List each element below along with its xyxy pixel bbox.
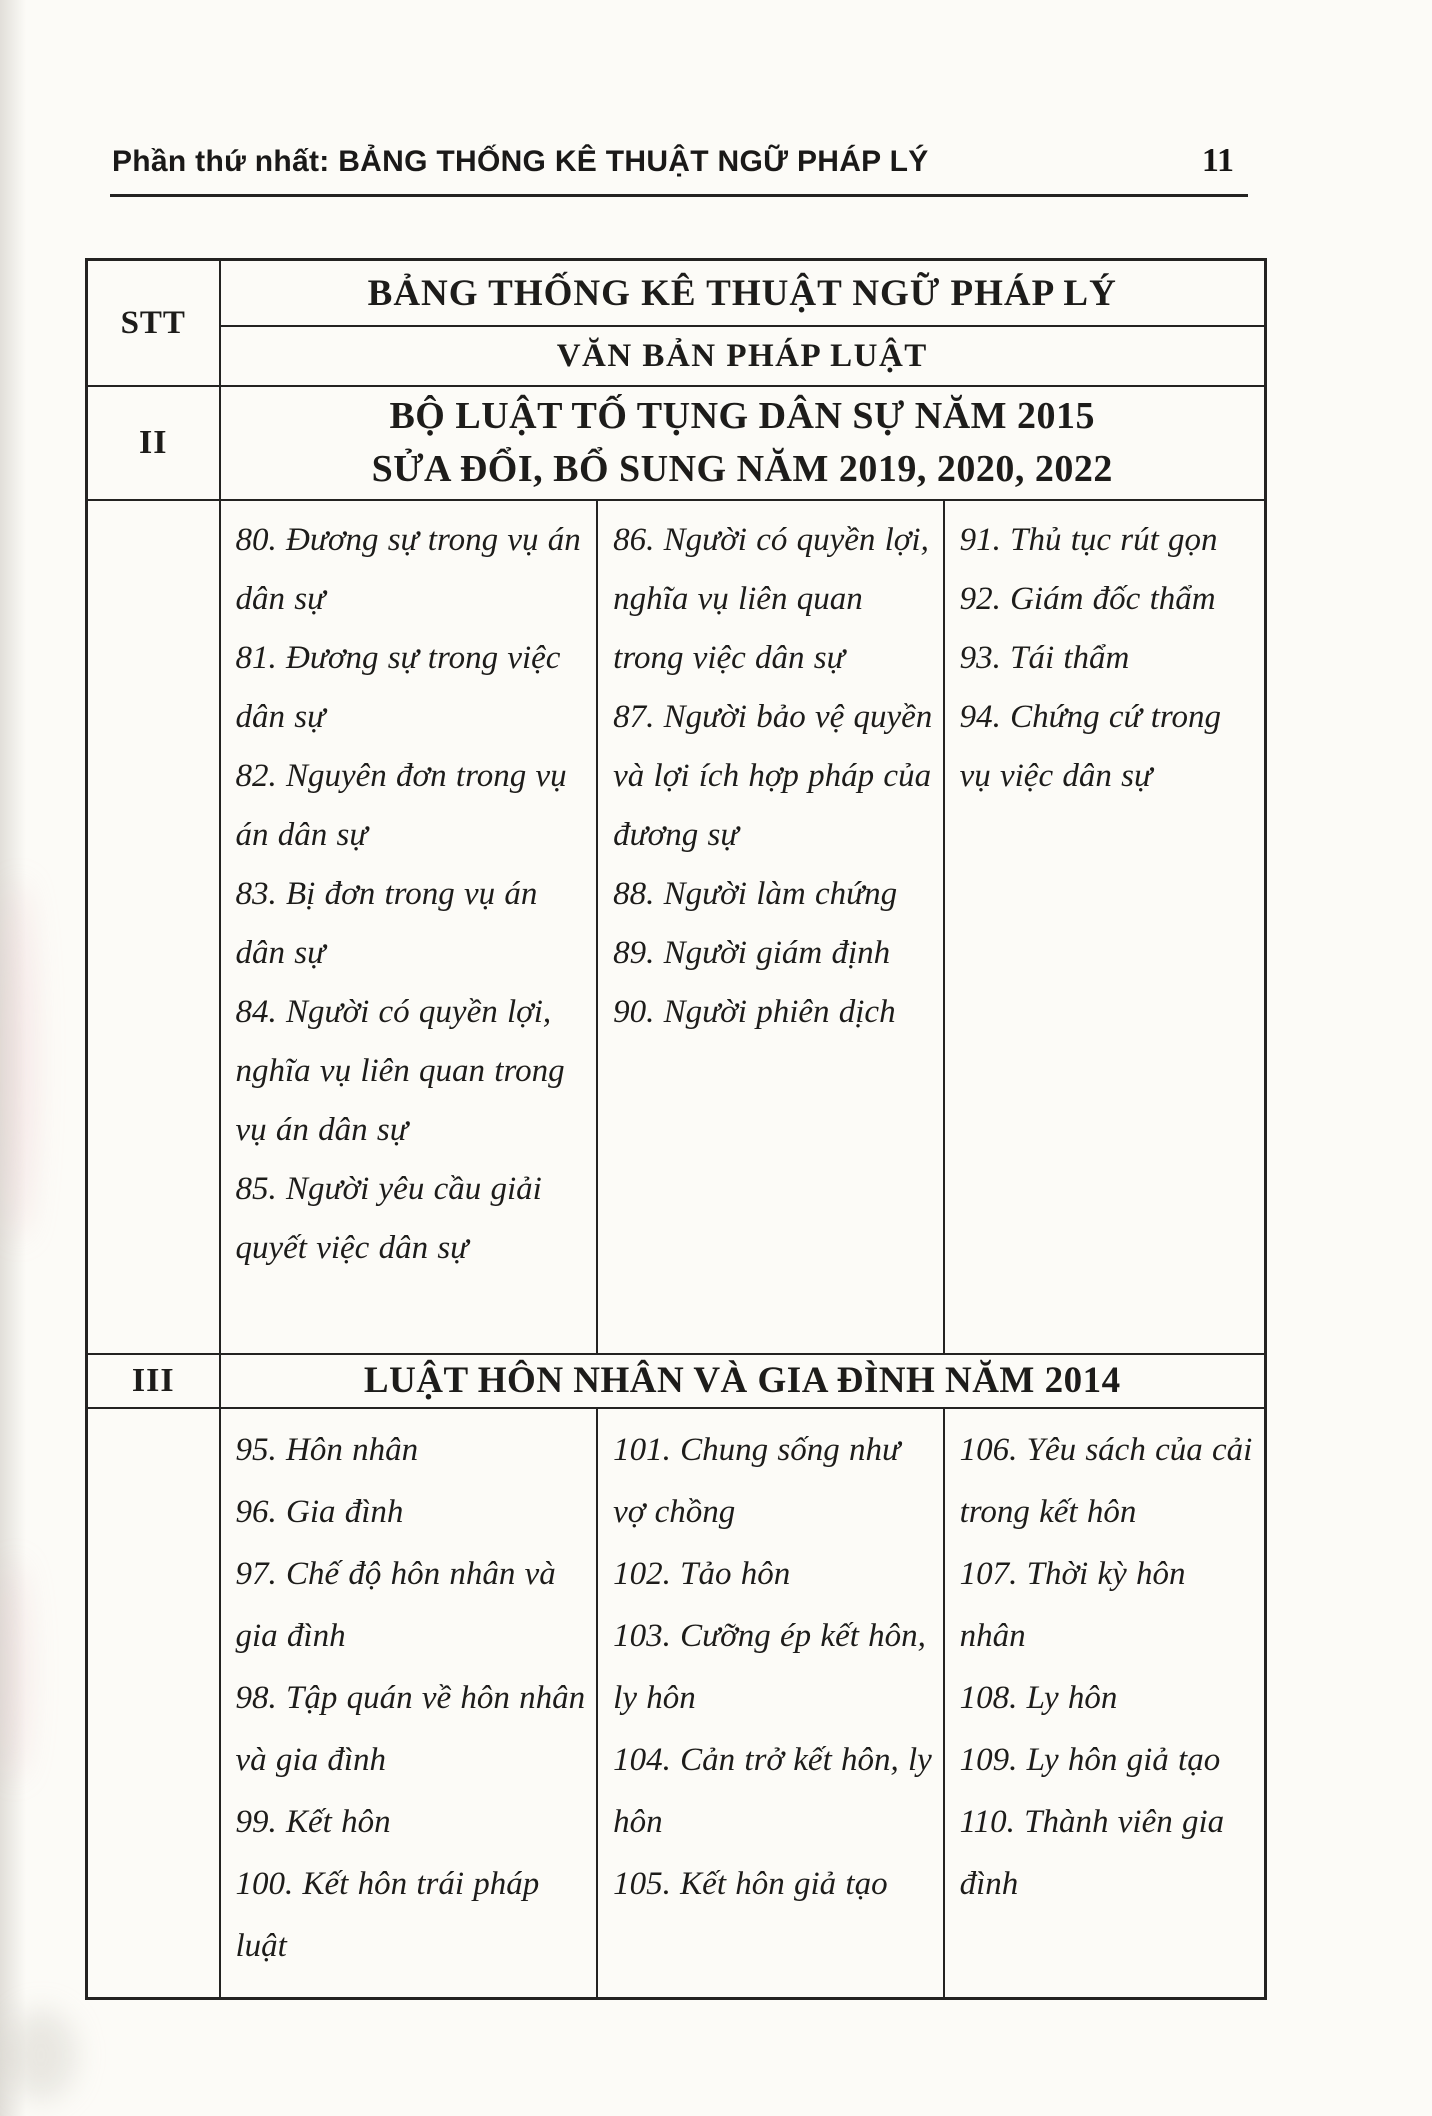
column-header-label: VĂN BẢN PHÁP LUẬT — [556, 337, 928, 374]
section-ii-term-columns — [221, 501, 1265, 1353]
section-ii-heading-row — [87, 386, 1266, 500]
term-column-1 — [221, 1409, 597, 1997]
term-item: 98. Tập quán về hôn nhân và gia đình — [235, 1680, 586, 1778]
term-item: 80. Đương sự trong vụ án dân sự — [235, 522, 581, 617]
running-header-text: Phần thứ nhất: BẢNG THỐNG KÊ THUẬT NGỮ PHÁP LÝ — [112, 145, 929, 178]
term-item: 89. Người giám định — [613, 935, 891, 971]
term-item: 96. Gia đình — [235, 1494, 404, 1530]
section-ii-number-cell — [87, 386, 220, 500]
term-item: 88. Người làm chứng — [613, 876, 898, 912]
table-title-cell — [220, 260, 1266, 327]
scan-smudge — [2, 880, 36, 1240]
term-item: 83. Bị đơn trong vụ án dân sự — [235, 876, 538, 971]
term-item: 109. Ly hôn giả tạo — [959, 1742, 1221, 1778]
legal-terms-table — [85, 258, 1267, 2000]
term-column-1 — [221, 501, 597, 1353]
section-iii-heading-line-1: LUẬT HÔN NHÂN VÀ GIA ĐÌNH NĂM 2014 — [363, 1360, 1121, 1401]
section-ii-heading-line-2: SỬA ĐỔI, BỔ SUNG NĂM 2019, 2020, 2022 — [371, 448, 1113, 490]
term-item: 93. Tái thẩm — [959, 640, 1130, 676]
scan-smudge — [0, 1560, 30, 1780]
term-item: 82. Nguyên đơn trong vụ án dân sự — [235, 758, 567, 853]
scan-smudge — [6, 2010, 76, 2100]
term-item: 94. Chứng cứ trong vụ việc dân sự — [959, 699, 1222, 794]
term-item: 104. Cản trở kết hôn, ly hôn — [613, 1742, 932, 1840]
term-item: 100. Kết hôn trái pháp luật — [235, 1866, 540, 1964]
term-column-2 — [596, 501, 942, 1353]
running-header — [112, 142, 1248, 180]
section-iii-number: III — [131, 1362, 175, 1399]
column-header-row — [87, 326, 1266, 386]
stt-label: STT — [120, 304, 186, 341]
term-item: 101. Chung sống như vợ chồng — [613, 1432, 901, 1530]
section-ii-terms-cell — [220, 500, 1266, 1354]
term-item: 84. Người có quyền lợi, nghĩa vụ liên quan trong vụ án dân sự — [235, 994, 565, 1148]
term-item: 102. Tảo hôn — [613, 1556, 791, 1592]
term-item: 97. Chế độ hôn nhân và gia đình — [235, 1556, 556, 1654]
term-item: 86. Người có quyền lợi, nghĩa vụ liên quan trong việc dân sự — [613, 522, 929, 676]
term-column-3 — [943, 501, 1264, 1353]
term-item: 85. Người yêu cầu giải quyết việc dân sự — [235, 1171, 542, 1266]
table-title-row — [87, 260, 1266, 327]
term-item: 90. Người phiên dịch — [613, 994, 896, 1030]
term-item: 105. Kết hôn giả tạo — [613, 1866, 888, 1902]
section-iii-number-cell — [87, 1354, 220, 1408]
term-item: 99. Kết hôn — [235, 1804, 391, 1840]
column-header-cell — [220, 326, 1266, 386]
term-item: 87. Người bảo vệ quyền và lợi ích hợp pháp của đương sự — [613, 699, 933, 853]
term-column-2 — [596, 1409, 942, 1997]
section-ii-heading-line-1: BỘ LUẬT TỐ TỤNG DÂN SỰ NĂM 2015 — [389, 395, 1096, 437]
scan-edge-shade — [0, 0, 26, 2116]
term-item: 106. Yêu sách của cải trong kết hôn — [959, 1432, 1253, 1530]
section-ii-heading-cell — [220, 386, 1266, 500]
term-item: 107. Thời kỳ hôn nhân — [959, 1556, 1186, 1654]
term-item: 91. Thủ tục rút gọn — [959, 522, 1218, 558]
section-ii-terms-row — [87, 500, 1266, 1354]
section-ii-empty-cell — [87, 500, 220, 1354]
term-item: 108. Ly hôn — [959, 1680, 1118, 1716]
header-rule — [110, 194, 1248, 197]
section-iii-heading-row — [87, 1354, 1266, 1408]
term-item: 81. Đương sự trong việc dân sự — [235, 640, 561, 735]
stt-header-cell — [87, 260, 220, 387]
section-iii-terms-row — [87, 1408, 1266, 1999]
section-iii-heading-cell — [220, 1354, 1266, 1408]
term-column-3 — [943, 1409, 1264, 1997]
term-item: 110. Thành viên gia đình — [959, 1804, 1225, 1902]
section-ii-number: II — [139, 424, 168, 461]
page-number: 11 — [1201, 142, 1234, 179]
section-iii-term-columns — [221, 1409, 1265, 1997]
section-iii-terms-cell — [220, 1408, 1266, 1999]
term-item: 103. Cưỡng ép kết hôn, ly hôn — [613, 1618, 926, 1716]
section-iii-empty-cell — [87, 1408, 220, 1999]
term-item: 95. Hôn nhân — [235, 1432, 419, 1468]
term-item: 92. Giám đốc thẩm — [959, 581, 1216, 617]
table-title: BẢNG THỐNG KÊ THUẬT NGỮ PHÁP LÝ — [367, 272, 1117, 314]
